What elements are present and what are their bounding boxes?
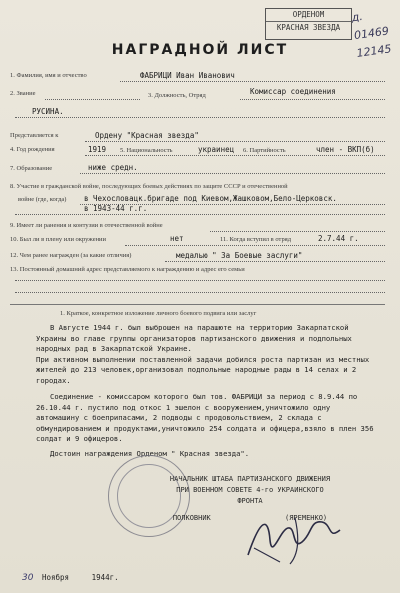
field-6-label: 6. Партийность [243, 147, 286, 154]
field-2-label: 2. Звание [10, 90, 36, 97]
signature-line-1: НАЧАЛЬНИК ШТАБА ПАРТИЗАНСКОГО ДВИЖЕНИЯ [169, 475, 331, 483]
birth-year-value: 1919 [88, 145, 107, 154]
date-year: 1944г. [91, 573, 119, 582]
section-divider [10, 304, 385, 305]
field-13-line-2 [15, 292, 385, 293]
field-12-line [165, 261, 385, 262]
field-12-label: 12. Чем ранее награжден (за какие отличия) [10, 252, 132, 259]
date-line [22, 573, 119, 583]
stamp-line-1: ОРДЕНОМ [266, 9, 351, 22]
field-7-line [80, 173, 385, 174]
position-value-cont: РУСИНА. [32, 107, 64, 116]
previous-awards-value: медалью " За Боевые заслуги" [176, 251, 303, 260]
archive-number-line-2: 12145 [355, 42, 393, 60]
merit-paragraph-1: В Августе 1944 г. был выброшен на парашюте на территорию Закарпатской Украины во главе группы организаторов партизанского движения и подпольных народных рад в Закарпатской Украине. [36, 323, 352, 353]
field-9-line [210, 231, 385, 232]
signature-line-2: ПРИ ВОЕННОМ СОВЕТЕ 4-го УКРАИНСКОГО [176, 486, 324, 494]
captivity-value: нет [170, 234, 184, 243]
page-title: НАГРАДНОЙ ЛИСТ [111, 42, 289, 58]
field-3-line [240, 99, 385, 100]
field-3-line-2 [15, 117, 385, 118]
section-caption: 1. Краткое, конкретное изложение личного боевого подвига или заслуг [60, 310, 257, 317]
merit-paragraph-2: При активном выполнении поставленной задачи добился роста партизан из местных жителей до 213 человек,организовал подпольные народные рады в 14 селах и 2 городах. [36, 354, 370, 385]
field-1-label: 1. Фамилия, имя и отчество [10, 72, 87, 79]
date-day: 30 [22, 573, 34, 583]
position-value: Комиссар соединения [250, 87, 336, 96]
field-2-line [45, 99, 140, 100]
date-month: Ноября [41, 573, 70, 582]
represented-value: Ордену "Красная звезда" [95, 131, 199, 140]
field-11-label: 11. Когда вступил в отряд [220, 236, 292, 243]
signer-name: (ЯРЕМЕНКО) [285, 514, 328, 522]
field-8-line-2 [15, 214, 385, 215]
order-stamp [265, 8, 352, 40]
represented-line [85, 141, 385, 142]
field-5-label: 5. Национальность [120, 147, 173, 154]
field-8-label: 8. Участие в гражданской войне, последующих боевых действиях по защите СССР и отечественной [10, 183, 288, 190]
war-participation-value: в Чехословацк.бригаде под Киевом,Жашковом,Бело-Церковск. [84, 194, 337, 203]
field-3-label: 3. Должность, Отряд [148, 92, 206, 99]
field-10-line [125, 245, 385, 246]
signature-line-3: ФРОНТА [237, 497, 263, 505]
field-8-label-cont: войне (где, когда) [18, 196, 67, 203]
education-value: ниже средн. [88, 163, 138, 172]
joined-date-value: 2.7.44 г. [318, 234, 359, 243]
represented-label: Представляется к [10, 132, 59, 139]
nationality-value: украинец [198, 145, 235, 154]
merit-paragraph-4: Достоин награждения Орденом " Красная звезда". [50, 448, 250, 458]
merit-paragraph-3: Соединение - комиссаром которого был тов. ФАБРИЦИ за период с 8.9.44 по 26.10.44 г. пустило под откос 1 эшелон с вооружением,уничтожило одну автомашину с боеприпасами, 2 подводы с продовольствием, 2 склада с обмундированием и продуктами,уничтожило 254 солдата и офицера,взяло в плен 356 солдат и 9 офицеров. [36, 392, 374, 443]
stamp-line-2: КРАСНАЯ ЗВЕЗДА [276, 23, 341, 32]
archive-number-line-1: д. 01469 [350, 9, 390, 43]
field-10-label: 10. Был ли в плену или окружении [10, 236, 107, 243]
merit-description [36, 323, 376, 459]
full-name-value: ФАБРИЦИ Иван Иванович [140, 71, 235, 80]
field-7-label: 7. Образование [10, 165, 53, 172]
signer-rank: ПОЛКОВНИК [172, 514, 211, 522]
party-value: член - ВКП(б) [316, 145, 375, 154]
field-13-line [15, 280, 385, 281]
field-9-label: 9. Имеет ли ранения и контузии в отечественной войне [10, 222, 163, 229]
field-1-line [120, 81, 385, 82]
field-13-label: 13. Постоянный домашний адрес представляемого к награждению и адрес его семьи [10, 266, 245, 273]
field-4-label: 4. Год рождения [10, 146, 55, 153]
war-participation-value-cont: в 1943-44 г.г. [84, 204, 148, 213]
handwritten-signature [240, 500, 350, 570]
field-4-line [85, 155, 385, 156]
